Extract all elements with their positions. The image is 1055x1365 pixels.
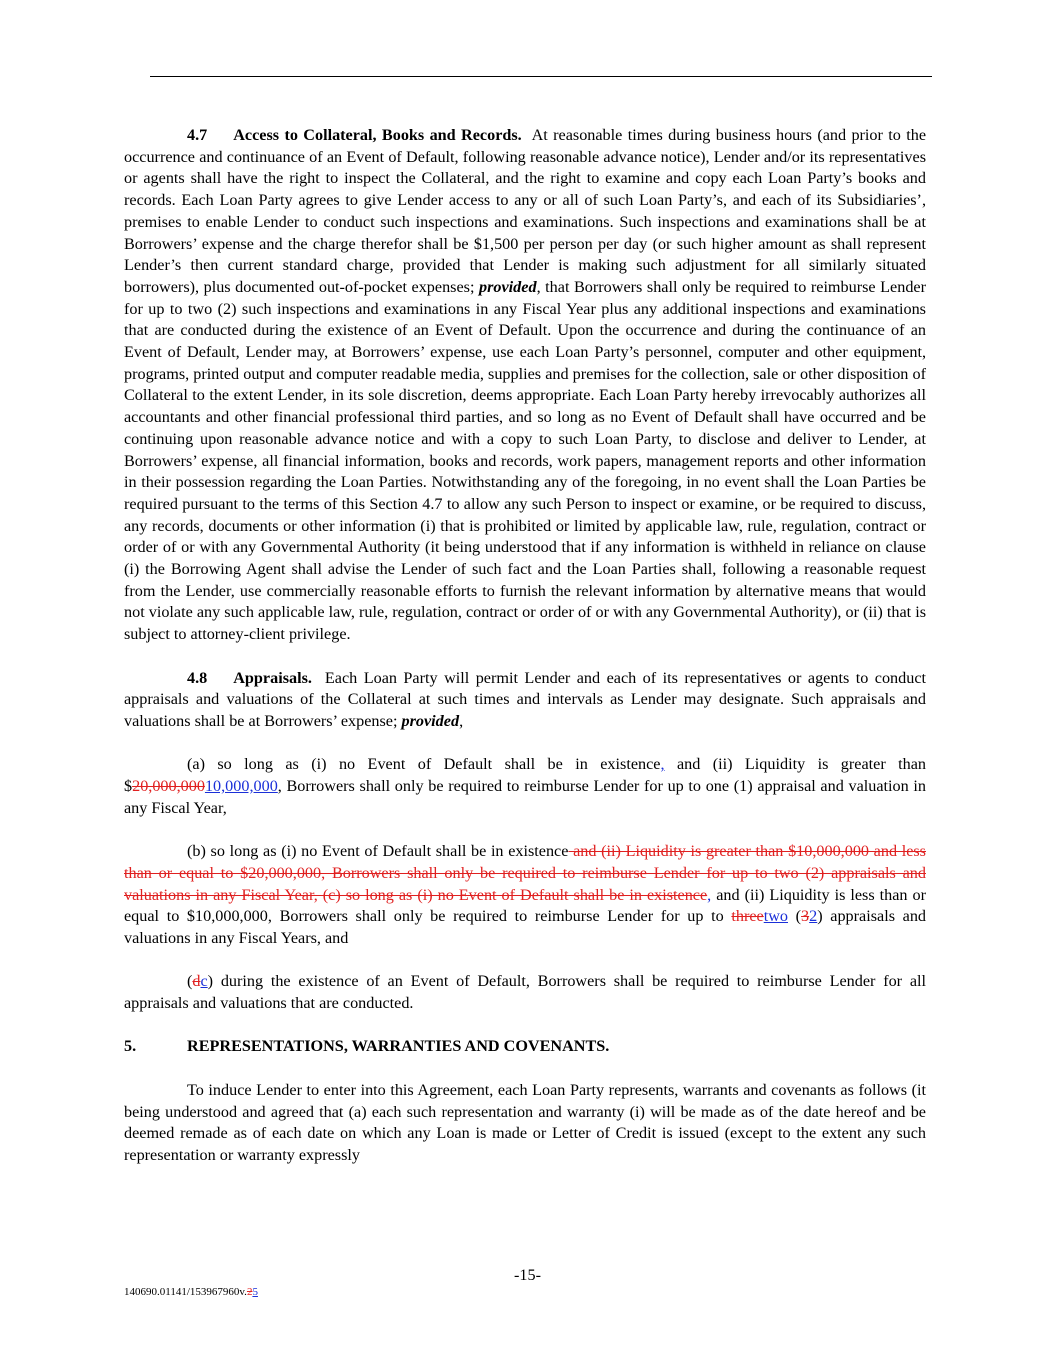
section-5-title: REPRESENTATIONS, WARRANTIES AND COVENANTS. bbox=[187, 1037, 610, 1056]
insertion: , bbox=[660, 755, 665, 774]
section-4-8-number: 4.8 bbox=[187, 668, 208, 687]
insertion: 2 bbox=[809, 907, 818, 926]
deletion: d bbox=[192, 972, 201, 991]
deletion: 20,000,000 bbox=[132, 777, 205, 796]
section-4-7-text: At reasonable times during business hours (and prior to the occurrence and continuance of an Event of Default, following reasonable advance notice), Lender and/or its representatives or agents shall have the right to inspect the Collateral, and the right to examine and copy each Loan Party’s books and records. Each Loan Party agrees to give Lender access to any or all of such Loan Party’s, and each of its Subsidiaries’, premises to enable Lender to conduct such inspections and examinations. Such inspections and examinations shall be at Borrowers’ expense and the charge therefor shall be $1,500 per person per day (or such higher amount as shall represent Lender’s then current standard charge, provided that Lender is making such adjustment for all similarly situated borrowers), plus documented out-of-pocket expenses; bbox=[124, 126, 927, 296]
provided-term: provided bbox=[401, 711, 460, 730]
section-5-number: 5. bbox=[124, 1037, 137, 1056]
section-4-7 bbox=[124, 125, 926, 646]
deletion: 2 bbox=[246, 1286, 253, 1298]
section-4-7-number: 4.7 bbox=[187, 126, 208, 144]
insertion: c bbox=[200, 972, 208, 991]
deletion: three bbox=[731, 907, 764, 926]
insertion: 10,000,000 bbox=[204, 777, 278, 796]
section-4-8: 4.8 Appraisals. Each Loan Party will permit Lender and each of its representatives or agents to conduct appraisals and valuations of the Collateral at such times and intervals as Lender may designate. Such appraisals and valuations shall be at Borrowers’ expense; provided, bbox=[124, 668, 927, 730]
clause-a: (a) so long as (i) no Event of Default shall be in existence, and (ii) Liquidity is greater than $20,000,00010,000,000, Borrowers shall only be required to reimburse Lender for up to one (1) appraisal and valuation in any Fiscal Year, bbox=[124, 755, 926, 817]
deletion: and (ii) Liquidity is greater than $10,000,000 and less than or equal to $20,000,000, Borrowers shall only be required to reimburse Lender for up to two (2) appraisals and valuations in any Fiscal Year, (c) so long as (i) no Event of Default shall be in existence bbox=[124, 842, 926, 904]
insertion: , bbox=[707, 885, 712, 904]
insertion: two bbox=[763, 907, 788, 926]
deletion: 3 bbox=[801, 907, 810, 926]
section-4-7-title: Access to Collateral, Books and Records. bbox=[233, 126, 522, 144]
document-id: 140690.01141/153967960v.25 bbox=[124, 1286, 258, 1298]
section-4-8-text: Each Loan Party will permit Lender and each of its representatives or agents to conduct appraisals and valuations of the Collateral at such times and intervals as Lender may designate. Such appraisals and valuations shall be at Borrowers’ expense; bbox=[124, 668, 927, 730]
provided-term: provided bbox=[479, 277, 537, 296]
page-number: -15- bbox=[514, 1266, 541, 1284]
header-rule bbox=[150, 76, 932, 77]
section-5-heading bbox=[124, 1036, 926, 1058]
clause-b: (b) so long as (i) no Event of Default shall be in existence and (ii) Liquidity is greater than $10,000,000 and less than or equal to $20,000,000, Borrowers shall only be required to reimburse Lender for up to two (2) appraisals and valuations in any Fiscal Year, (c) so long as (i) no Event of Default shall be in existence, and (ii) Liquidity is less than or equal to $10,000,000, Borrowers shall only be required to reimburse Lender for up to threetwo (32) appraisals and valuations in any Fiscal Years, and bbox=[124, 842, 927, 947]
section-5-text: To induce Lender to enter into this Agreement, each Loan Party represents, warrants and covenants as follows (it being understood and agreed that (a) each such representation and warranty (i) will be made as of the date hereof and be deemed remade as of each date on which any Loan is made or Letter of Credit is issued (except to the extent any such representation or warranty expressly bbox=[124, 1080, 926, 1164]
section-4-7-text-cont: , that Borrowers shall only be required to reimburse Lender for up to two (2) such inspections and examinations in any Fiscal Year plus any additional inspections and examinations that are conducted during the existence of an Event of Default. Upon the occurrence and during the continuance of an Event of Default, Lender may, at Borrowers’ expense, use each Loan Party’s personnel, computer and other equipment, programs, printed output and computer readable media, supplies and premises for the collection, sale or other disposition of Collateral to the extent Lender, in its sole discretion, deems appropriate. Each Loan Party hereby irrevocably authorizes all accountants and other financial professional third parties, and so long as no Event of Default shall have occurred and be continuing upon reasonable advance notice and with a copy to such Loan Party, to disclose and deliver to Lender, at Borrowers’ expense, all financial information, books and records, work papers, management reports and other information in their possession regarding the Loan Parties. Notwithstanding any of the foregoing, in no event shall the Loan Parties be required pursuant to the terms of this Section 4.7 to allow any such Person to inspect or examine, or be required to discuss, any records, documents or other information (i) that is prohibited or limited by applicable law, rule, regulation, contract or order of or with any Governmental Authority (it being understood that if any information is withheld in reliance on clause (i) the Borrowing Agent shall advise the Lender of such fact and the Loan Parties shall, following a reasonable request from the Lender, use commercially reasonable efforts to furnish the relevant information by alternative means that would not violate any such applicable law, rule, regulation, contract or order of or with any Governmental Authority), or (ii) that is subject to attorney-client privilege. bbox=[124, 277, 926, 644]
section-4-8-title: Appraisals. bbox=[233, 668, 312, 687]
insertion: 5 bbox=[252, 1286, 258, 1298]
document-page bbox=[124, 125, 926, 1167]
clause-c: (dc) during the existence of an Event of Default, Borrowers shall be required to reimburse Lender for all appraisals and valuations that are conducted. bbox=[124, 972, 926, 1013]
